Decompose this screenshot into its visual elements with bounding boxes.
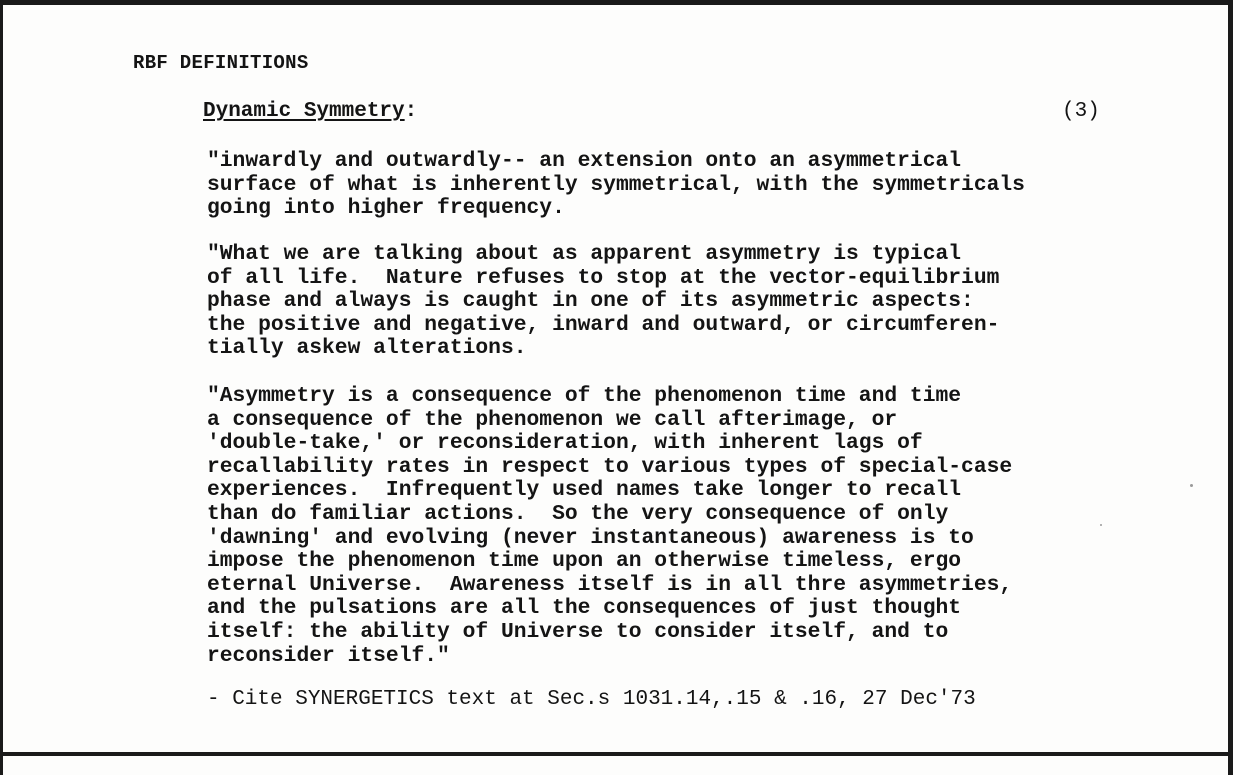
definition-title-colon: : xyxy=(404,100,418,123)
quote-paragraph-2: "What we are talking about as apparent asymmetry is typical of all life. Nature refuses to stop at the vector-equilibrium phase and always is caught in one of its asymmetric aspects: the positive and negative, inward and outward, or circumferen- tially askew alterations. xyxy=(207,242,1000,361)
citation-line: - Cite SYNERGETICS text at Sec.s 1031.14,.15 & .16, 27 Dec'73 xyxy=(207,688,976,711)
quote-paragraph-3: "Asymmetry is a consequence of the phenomenon time and time a consequence of the phenomenon we call afterimage, or 'double-take,' or reconsideration, with inherent lags of recallability rates in respect to various types of special-case experiences. Infrequently used names take longer to recall than do familiar actions. So the very consequence of only 'dawning' and evolving (never instantaneous) awareness is to impose the phenomenon time upon an otherwise timeless, ergo eternal Universe. Awareness itself is in all thre asymmetries, and the pulsations are all the consequences of just thought itself: the ability of Universe to consider itself, and to reconsider itself." xyxy=(207,384,1013,668)
document-header: RBF DEFINITIONS xyxy=(133,52,309,74)
scan-speck xyxy=(1190,484,1193,487)
scan-speck xyxy=(1100,524,1102,526)
quote-paragraph-1: "inwardly and outwardly-- an extension onto an asymmetrical surface of what is inherently symmetrical, with the symmetricals going into higher frequency. xyxy=(207,149,1025,221)
definition-title-text: Dynamic Symmetry xyxy=(203,100,405,123)
page-number: (3) xyxy=(1062,100,1100,123)
definition-title xyxy=(203,100,417,123)
bottom-border-rule xyxy=(0,752,1233,756)
